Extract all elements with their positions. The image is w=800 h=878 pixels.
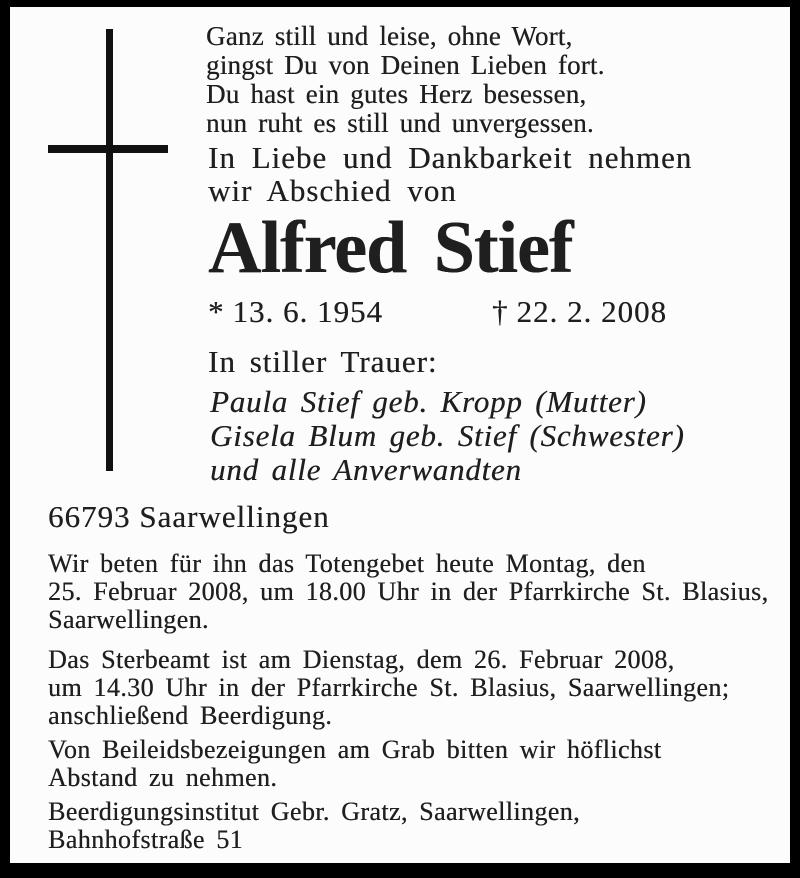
died-cross-icon: †	[492, 294, 509, 329]
memorial-poem	[206, 22, 772, 138]
obituary-content	[10, 7, 790, 854]
service-paragraph	[48, 646, 772, 730]
paragraph-line: Saarwellingen.	[48, 605, 209, 634]
farewell-intro-line: wir Abschied von	[208, 173, 457, 208]
mourners-list	[210, 385, 772, 487]
paragraph-line: Beerdigungsinstitut Gebr. Gratz, Saarwellingen,	[48, 797, 580, 826]
paragraph-line: Das Sterbeamt ist am Dienstag, dem 26. Februar 2008,	[48, 645, 675, 674]
farewell-intro	[208, 141, 772, 207]
paragraph-line: Von Beileidsbezeigungen am Grab bitten wir höflichst	[48, 735, 662, 764]
poem-line: Ganz still und leise, ohne Wort,	[206, 21, 573, 51]
mourning-header: In stiller Trauer:	[208, 344, 438, 379]
birth-date	[208, 295, 492, 329]
farewell-intro-line: In Liebe und Dankbarkeit nehmen	[208, 140, 693, 175]
city-line: 66793 Saarwellingen	[48, 499, 330, 534]
paragraph-line: anschließend Beerdigung.	[48, 701, 333, 730]
prayer-paragraph	[48, 550, 772, 634]
funeral-home-paragraph	[48, 798, 772, 854]
poem-line: nun ruht es still und unvergessen.	[206, 108, 594, 138]
birth-date-value: 13. 6. 1954	[232, 294, 383, 329]
paragraph-line: Wir beten für ihn das Totengebet heute Montag, den	[48, 549, 646, 578]
mourner-line: Gisela Blum geb. Stief (Schwester)	[210, 418, 685, 453]
born-star-icon: *	[208, 294, 225, 329]
poem-line: gingst Du von Deinen Lieben fort.	[206, 50, 605, 80]
life-dates	[208, 295, 772, 329]
obituary-sheet	[10, 7, 790, 863]
death-date-value: 22. 2. 2008	[516, 294, 667, 329]
paragraph-line: um 14.30 Uhr in der Pfarrkirche St. Blasius, Saarwellingen;	[48, 673, 730, 702]
paragraph-line: 25. Februar 2008, um 18.00 Uhr in der Pfarrkirche St. Blasius,	[48, 577, 769, 606]
paragraph-line: Abstand zu nehmen.	[48, 763, 278, 792]
paragraph-line: Bahnhofstraße 51	[48, 825, 244, 854]
mourner-line: Paula Stief geb. Kropp (Mutter)	[210, 384, 647, 419]
mourner-line: und alle Anverwandten	[210, 452, 522, 487]
poem-line: Du hast ein gutes Herz besessen,	[206, 79, 587, 109]
condolence-paragraph	[48, 736, 772, 792]
deceased-name: Alfred Stief	[208, 207, 573, 289]
death-date	[492, 294, 667, 329]
